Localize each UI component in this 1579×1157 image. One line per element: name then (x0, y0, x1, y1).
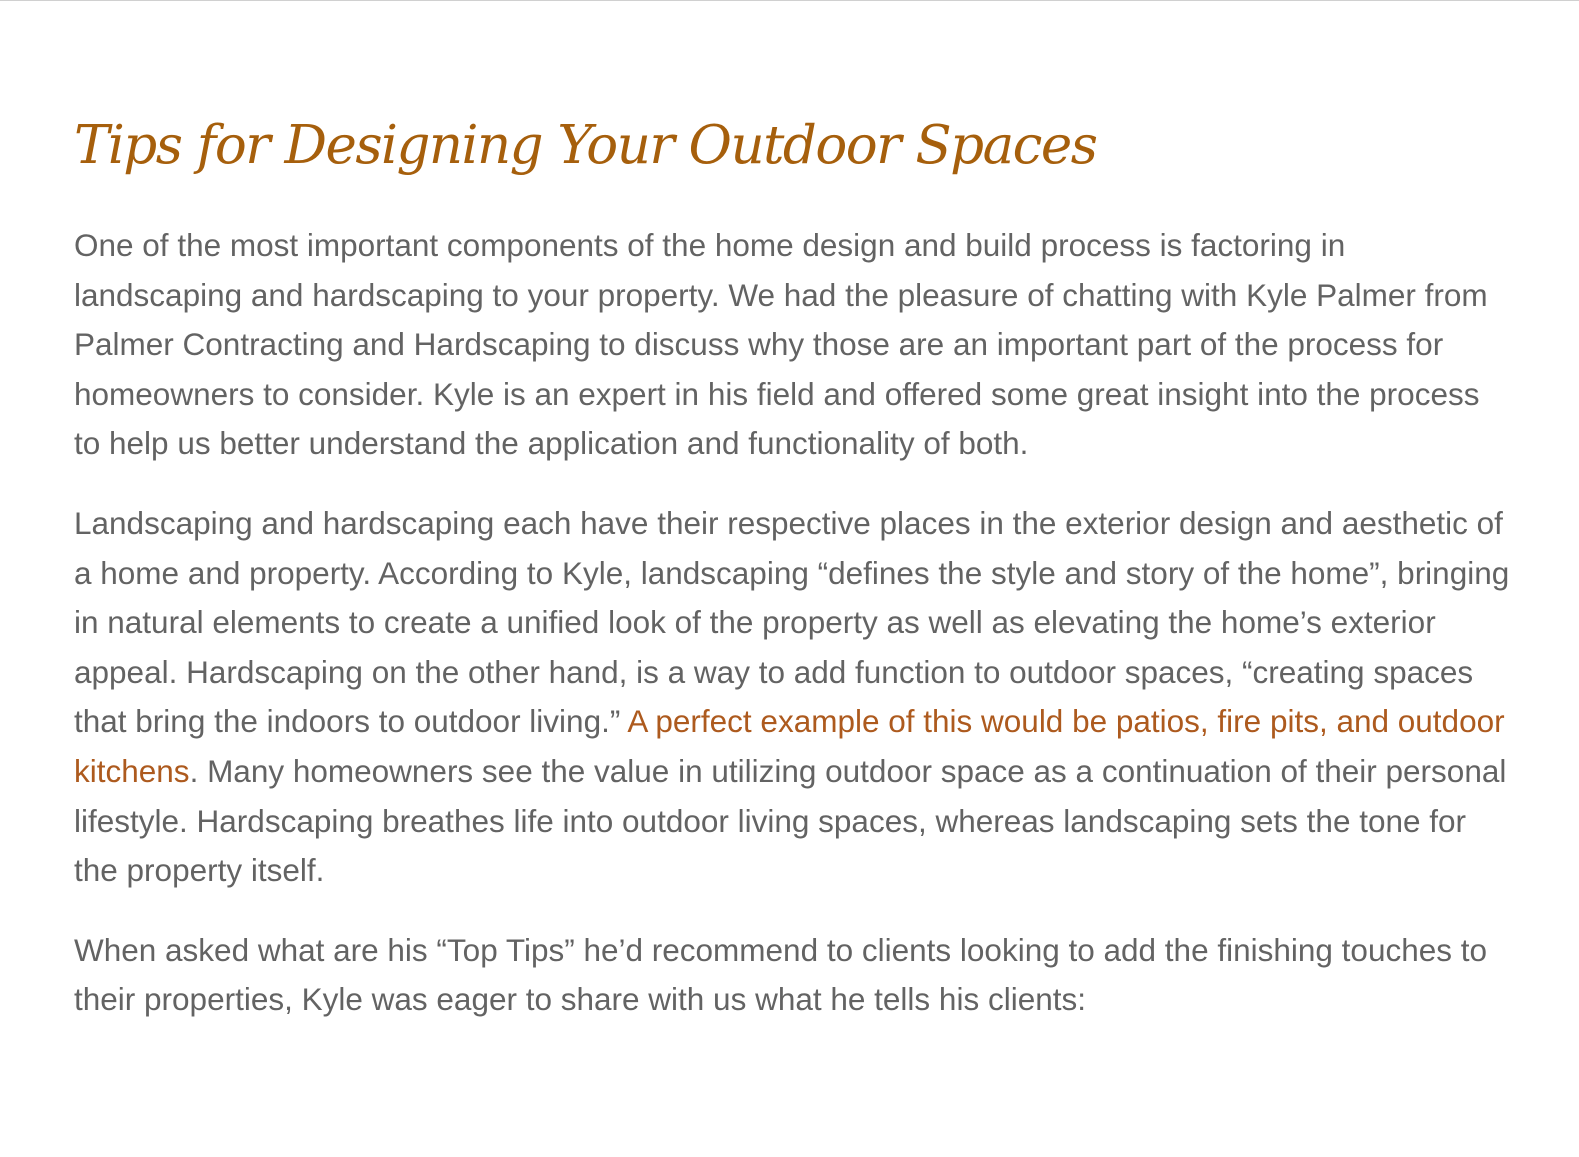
outdoor-examples-link[interactable]: A perfect example of this would be patios, fire pits, and outdoor kitchens (74, 703, 1505, 789)
article-title: Tips for Designing Your Outdoor Spaces (74, 115, 1097, 176)
article-body (74, 111, 1514, 1055)
paragraph-text-before-link: Landscaping and hardscaping each have their respective places in the exterior design and aesthetic of a home and property. According to Kyle, landscaping “defines the style and story of the home”, bringing in natural elements to create a unified look of the property as well as elevating the home’s exterior appeal. Hardscaping on the other hand, is a way to add function to outdoor spaces, “creating spaces that bring the indoors to outdoor living.” (74, 504, 1510, 740)
paragraph-text-after-link: . Many homeowners see the value in utilizing outdoor space as a continuation of their personal lifestyle. Hardscaping breathes life into outdoor living spaces, whereas landscaping sets the tone for the property itself. (74, 752, 1507, 889)
paragraph-top-tips-intro: When asked what are his “Top Tips” he’d recommend to clients looking to add the finishing touches to their properties, Kyle was eager to share with us what he tells his clients: (74, 931, 1488, 1018)
paragraph-intro: One of the most important components of the home design and build process is factoring in landscaping and hardscaping to your property. We had the pleasure of chatting with Kyle Palmer from Palmer Contracting and Hardscaping to discuss why those are an important part of the process for homeowners to consider. Kyle is an expert in his field and offered some great insight into the process to help us better understand the application and functionality of both. (74, 227, 1488, 462)
paragraph-landscaping-vs-hardscaping (74, 499, 1514, 896)
